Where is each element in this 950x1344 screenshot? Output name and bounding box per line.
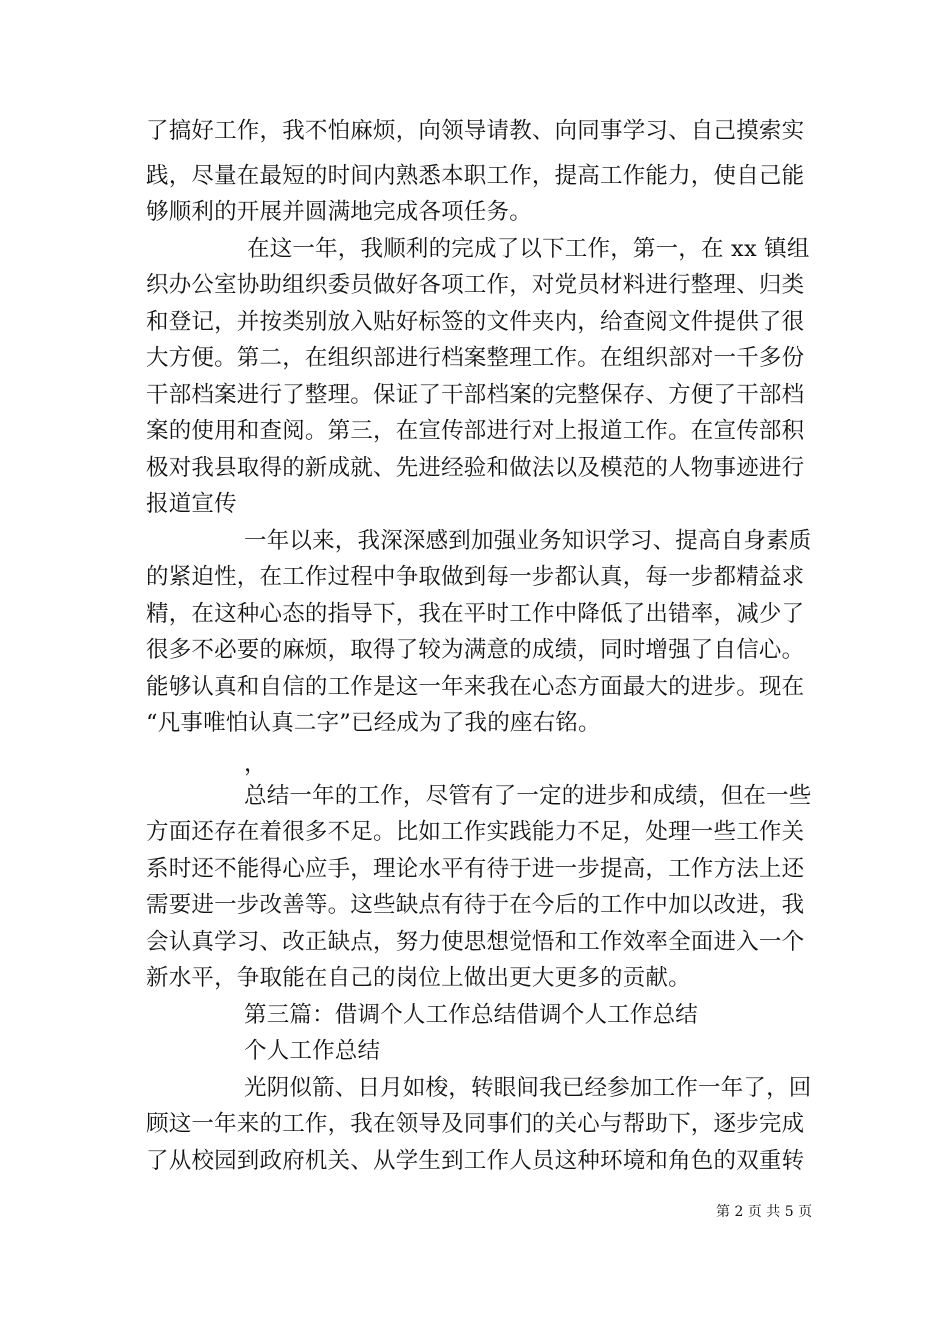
body-text-line: 需要进一步改善等。这些缺点有待于在今后的工作中加以改进，我 <box>146 892 805 918</box>
body-text-line: 够顺利的开展并圆满地完成各项任务。 <box>146 199 532 225</box>
body-text-line: 一年以来，我深深感到加强业务知识学习、提高自身素质 <box>244 528 812 554</box>
body-text-line: 新水平，争取能在自己的岗位上做出更大更多的贡献。 <box>146 965 691 991</box>
body-text-line: 很多不必要的麻烦，取得了较为满意的成绩，同时增强了自信心。 <box>146 637 805 663</box>
body-text-line: 案的使用和查阅。第三，在宣传部进行对上报道工作。在宣传部积 <box>146 418 805 444</box>
body-text-line: ， <box>244 751 267 777</box>
body-text-line: 会认真学习、改正缺点，努力使思想觉悟和工作效率全面进入一个 <box>146 929 805 955</box>
body-text-line: 能够认真和自信的工作是这一年来我在心态方面最大的进步。现在 <box>146 674 805 700</box>
body-text-line: “凡事唯怕认真二字”已经成为了我的座右铭。 <box>146 710 601 736</box>
section-heading: 第三篇：借调个人工作总结借调个人工作总结 <box>244 1002 699 1028</box>
body-text-line: 极对我县取得的新成就、先进经验和做法以及模范的人物事迹进行 <box>146 455 805 481</box>
body-text-line: 精，在这种心态的指导下，我在平时工作中降低了出错率，减少了 <box>146 601 805 627</box>
body-text-line: 顾这一年来的工作，我在领导及同事们的关心与帮助下，逐步完成 <box>146 1111 805 1137</box>
body-text-line: 报道宣传 <box>146 491 237 517</box>
body-text-line: 系时还不能得心应手，理论水平有待于进一步提高，工作方法上还 <box>146 856 805 882</box>
body-text-line: 践，尽量在最短的时间内熟悉本职工作，提高工作能力，使自己能 <box>146 163 805 189</box>
body-text-line: 干部档案进行了整理。保证了干部档案的完整保存、方便了干部档 <box>146 382 805 408</box>
body-text-line: 的紧迫性，在工作过程中争取做到每一步都认真，每一步都精益求 <box>146 564 805 590</box>
body-text-line: 了从校园到政府机关、从学生到工作人员这种环境和角色的双重转 <box>146 1148 805 1174</box>
body-text-line: 光阴似箭、日月如梭，转眼间我已经参加工作一年了，回 <box>244 1075 812 1101</box>
body-text-line: 总结一年的工作，尽管有了一定的进步和成绩，但在一些 <box>244 783 812 809</box>
body-text-line: 和登记，并按类别放入贴好标签的文件夹内，给查阅文件提供了很 <box>146 309 805 335</box>
body-text-line: 织办公室协助组织委员做好各项工作，对党员材料进行整理、归类 <box>146 272 805 298</box>
body-text-line: 了搞好工作，我不怕麻烦，向领导请教、向同事学习、自己摸索实 <box>146 118 805 144</box>
section-subheading: 个人工作总结 <box>244 1038 381 1064</box>
page-number-footer: 第 2 页 共 5 页 <box>716 1204 813 1220</box>
body-text-line: 方面还存在着很多不足。比如工作实践能力不足，处理一些工作关 <box>146 819 805 845</box>
body-text-line: 在这一年，我顺利的完成了以下工作，第一，在 xx 镇组 <box>247 236 810 262</box>
body-text-line: 大方便。第二，在组织部进行档案整理工作。在组织部对一千多份 <box>146 345 805 371</box>
